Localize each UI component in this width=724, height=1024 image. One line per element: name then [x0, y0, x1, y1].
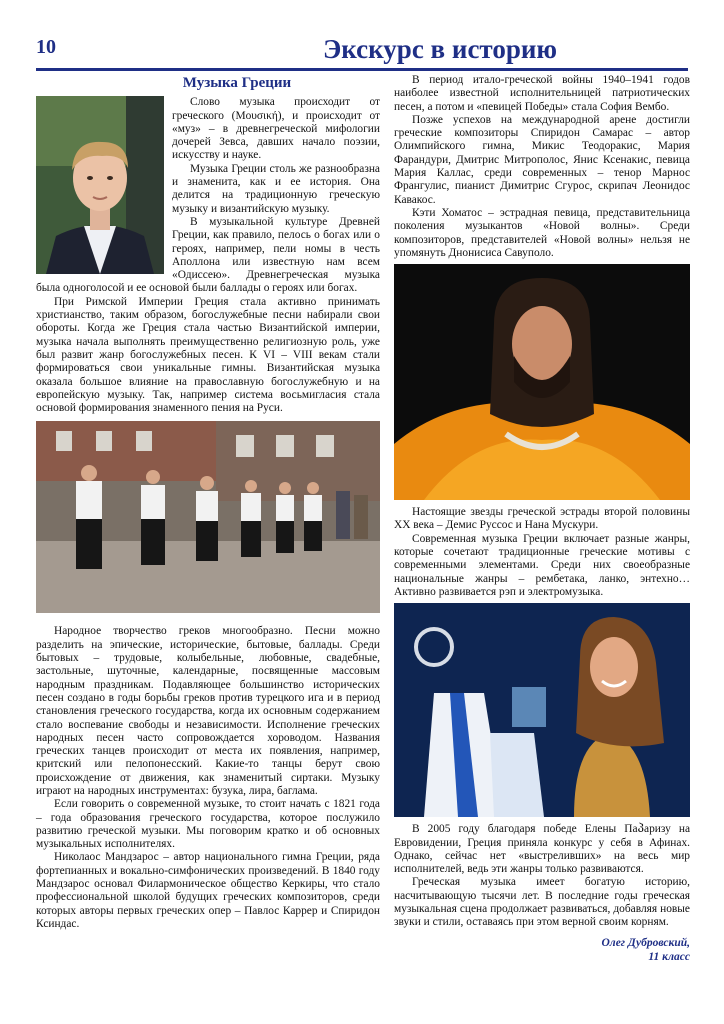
author-portrait-photo	[36, 96, 164, 274]
article-title: Музыка Греции	[182, 75, 292, 91]
paragraph: В 2005 году благодаря победе Елены Паპаризу на Евровидении, Греция приняла конкурс у себя в Афинах. Однако, сейчас нет «выстреливших» на весь мир исполнителей, ведь эти жанры только развиваются.	[394, 823, 690, 876]
section-title: Экскурс в историю	[322, 34, 558, 64]
header-rule	[36, 68, 688, 71]
paragraph: Народное творчество греков многообразно. Песни можно разделить на эпические, исторические, бытовые, баллады. Среди бытовых – трудовые, колыбельные, любовные, свадебные, застольные, шуточные, календарные, посвященные массовым народным праздникам. Подавляющее большинство исторических песен создано в годы борьбы греков против турецкого ига и в период становления греческого государства, когда их основным содержанием стало воспевание свободы и независимости. Исполнение греческих народных песен часто сопровождается хороводом. Названия греческих танцев происходит от места их появления, например, критский или пелопонесский. Какие-то танцы берут свою происхождение от движения, как знаменитый сиртаки. Музыку играют на народных инструментах: бузука, лира, баглама.	[36, 625, 380, 797]
elena-paparizou-photo	[394, 603, 690, 817]
paragraph: Кэти Хоматос – эстрадная певица, представительница поколения музыкантов «Новой волны». Среди композиторов, представителей «Новой волны» нельзя не упомянуть Днонисиса Савуполо.	[394, 206, 690, 259]
author-name: Олег Дубровский,	[601, 936, 690, 949]
paragraph: Музыка Греции столь же разнообразна и знаменита, как и ее история. Она делится на традиционную греческую музыку и византийскую музыку.	[172, 162, 380, 215]
paragraph: В музыкальной культуре Древней Греции, как правило, пелось о богах или о героях, например, пели номы в честь Аполлона или известную нам всем «Одиссею». Древнегреческая музыка была одноголосой и ее основой были баллады о героях или богах.	[36, 215, 380, 295]
demis-roussos-photo	[394, 264, 690, 500]
greek-dancers-photo	[36, 421, 380, 613]
paragraph: Настоящие звезды греческой эстрады второй половины XX века – Демис Руссос и Нана Мускури.	[394, 506, 690, 532]
page-number: 10	[36, 36, 56, 58]
paragraph: При Римской Империи Греция стала активно принимать христианство, таким образом, богослужебные песни набирали свои обороты. Когда же Греция стала частью Византийской империи, музыка начала выполнять преимущественно религиозную роль, уже был развит жанр богослужебных песен. К VI – VIII векам стали формироваться свои уникальные гимны. Византийская музыка оказала большое влияние на православную богослужебную и на европейскую музыку. Так, например система восьмигласия стала основой формирования знаменного пения на Руси.	[36, 295, 380, 415]
paragraph: Позже успехов на международной арене достигли греческие композиторы Спиридон Самарас – автор Олимпийского гимна, Микис Теодоракис, Мария Фарандури, Дмитрис Митрополос, Янис Ксенакис, певица Мария Каллас, среди современных – тенор Марнос Франгулис, пианист Димитрис Сгурос, скрипач Леонидос Кавакос.	[394, 113, 690, 206]
paragraph: Современная музыка Греции включает разные жанры, которые сочетают традиционные греческие мотивы с современными элементами. Среди них своеобразные национальные жанры – рембетака, ланко, энтехно… Активно развивается рэп и электромузыка.	[394, 532, 690, 598]
paragraph: Если говорить о современной музыке, то стоит начать с 1821 года – года образования греческого государства, которое послужило развитию греческой музыки. Мы поговорим кратко и об основных музыкальных исполнителях.	[36, 798, 380, 851]
author-class: 11 класс	[648, 950, 690, 963]
paragraph: Греческая музыка имеет богатую историю, насчитывающую тысячи лет. В последние годы греческая музыкальная сцена продолжает развиваться, добавляя новые звуки и стили, оставаясь при этом верной своим корням.	[394, 876, 690, 929]
right-column	[394, 74, 690, 964]
paragraph: Николаос Мандзарос – автор национального гимна Греции, ряда фортепианных и вокально-симфонических произведений. В 1840 году Мандзарос основал Филармоническое общество Керкиры, что стало профессиональной школой будущих греческих композиторов, среди которых авторы первых греческих опер – Павлос Каррер и Спиридон Ксиндас.	[36, 851, 380, 930]
left-column	[36, 74, 380, 931]
author-signature	[394, 936, 690, 964]
paragraph: В период итало-греческой войны 1940–1941 годов наиболее известной исполнительницей патриотических песен, а потом и «певицей Победы» стала София Вембо.	[394, 74, 690, 113]
paragraph: Слово музыка происходит от греческого (Μουσική), и происходит от «муз» – в древнегреческой мифологии дочерей Зевса, давших начало поэзии, искусству и науке.	[172, 96, 380, 162]
